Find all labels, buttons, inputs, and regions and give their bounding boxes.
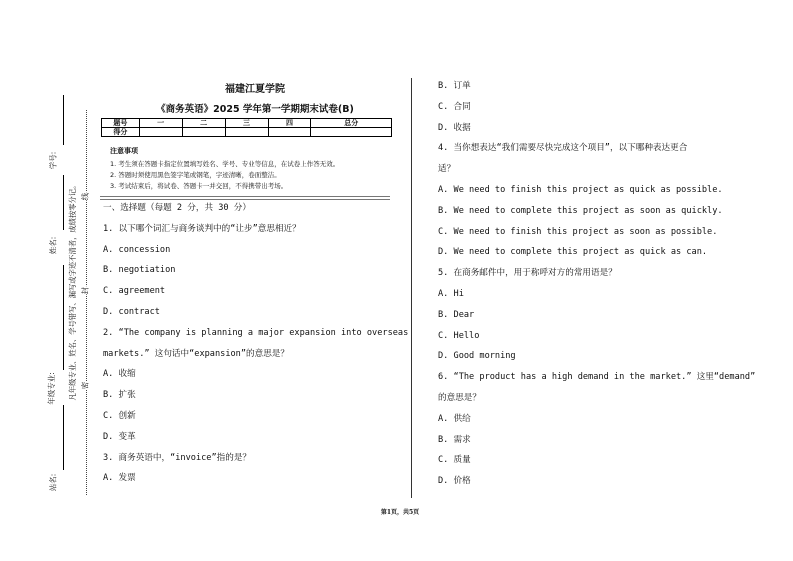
- question-line: 5. 在商务邮件中，用于称呼对方的常用语是？: [438, 268, 617, 279]
- question-line: A. concession: [103, 244, 171, 255]
- question-line: B. 扩张: [103, 390, 136, 401]
- question-line: D. We need to complete this project as quick as can.: [438, 247, 708, 258]
- question-line: C. Hello: [438, 330, 480, 341]
- station-label: 站名:: [48, 473, 58, 492]
- score-header-cell: 一: [139, 119, 182, 128]
- grade-major-label: 年级专业:: [46, 372, 56, 405]
- question-line: B. 需求: [438, 434, 471, 445]
- score-cell: [311, 128, 392, 137]
- right-column: [438, 76, 756, 492]
- seal-char-xian: 线: [80, 192, 90, 201]
- school-name: 福建江夏学院: [225, 84, 285, 95]
- question-line: A. 发票: [103, 473, 136, 484]
- question-line: 2. “The company is planning a major expansion into overseas: [103, 327, 409, 338]
- seal-line: [86, 110, 87, 495]
- score-table-header-row: [102, 119, 392, 128]
- question-line: 一、选择题（每题 2 分，共 30 分）: [103, 203, 251, 213]
- question-line: D. 价格: [438, 476, 471, 487]
- question-line: A. We need to finish this project as quick as possible.: [438, 184, 723, 195]
- question-line: 适？: [438, 164, 456, 175]
- notice-section: [110, 146, 339, 192]
- binding-warning: 凡年级专业、姓名、学号错写、漏写或字迹不清者，成绩按零分记。: [68, 181, 77, 401]
- question-line: B. 订单: [438, 81, 471, 91]
- question-line: A. 供给: [438, 413, 471, 424]
- score-table-score-row: [102, 128, 392, 137]
- question-line: B. negotiation: [103, 265, 176, 276]
- seal-char-feng: 封: [80, 286, 90, 295]
- question-line: 1. 以下哪个词汇与商务谈判中的“让步”意思相近？: [103, 223, 301, 234]
- question-line: D. 收据: [438, 122, 471, 133]
- question-line: A. 收缩: [103, 369, 136, 380]
- score-cell: [225, 128, 268, 137]
- question-line: C. 创新: [103, 410, 136, 421]
- score-cell: [268, 128, 311, 137]
- question-line: 4. 当你想表达“我们需要尽快完成这个项目”，以下哪种表达更合: [438, 143, 688, 154]
- score-cell: [182, 128, 225, 137]
- exam-title: 《商务英语》2025 学年第一学期期末试卷(B): [156, 104, 354, 115]
- score-cell: [139, 128, 182, 137]
- score-header-cell: 四: [268, 119, 311, 128]
- question-line: D. contract: [103, 306, 160, 317]
- question-line: B. Dear: [438, 309, 475, 320]
- name-label: 姓名:: [48, 236, 58, 255]
- score-table: [101, 118, 392, 137]
- name-line: [63, 175, 64, 230]
- question-line: markets.” 这句话中“expansion”的意思是？: [103, 348, 289, 359]
- question-line: 的意思是？: [438, 392, 481, 403]
- score-header-cell: 总分: [311, 119, 392, 128]
- grade-major-line: [63, 265, 64, 370]
- score-header-cell: 三: [225, 119, 268, 128]
- question-line: B. We need to complete this project as soon as quickly.: [438, 205, 723, 216]
- question-line: C. We need to finish this project as soon as possible.: [438, 226, 718, 237]
- page-number: 第1页，共5页: [380, 509, 420, 516]
- left-column: [103, 198, 409, 489]
- student-id-line: [63, 95, 64, 145]
- question-line: 6. “The product has a high demand in the market.” 这里“demand”: [438, 372, 756, 383]
- student-id-label: 学号:: [48, 151, 58, 170]
- question-line: A. Hi: [438, 288, 464, 299]
- score-header-cell: 题号: [102, 119, 140, 128]
- column-divider: [411, 78, 412, 498]
- score-row-label: 得分: [102, 128, 140, 137]
- question-line: C. 质量: [438, 455, 471, 466]
- question-line: D. Good morning: [438, 351, 516, 362]
- station-line: [63, 405, 64, 470]
- question-line: D. 变革: [103, 431, 136, 442]
- notice-item: 3. 考试结束后，将试卷、答题卡一并交回，不得携带出考场。: [110, 182, 288, 190]
- score-header-cell: 二: [182, 119, 225, 128]
- question-line: 3. 商务英语中，“invoice”指的是？: [103, 452, 252, 463]
- notice-heading: 注意事项: [110, 147, 138, 155]
- notice-item: 1. 考生须在答题卡指定位置填写姓名、学号、专业等信息，在试卷上作答无效。: [110, 160, 340, 168]
- notice-item: 2. 答题时须使用黑色签字笔或钢笔，字迹清晰，卷面整洁。: [110, 171, 281, 179]
- question-line: C. agreement: [103, 286, 166, 297]
- seal-char-mi: 密: [80, 381, 90, 390]
- question-line: C. 合同: [438, 101, 471, 112]
